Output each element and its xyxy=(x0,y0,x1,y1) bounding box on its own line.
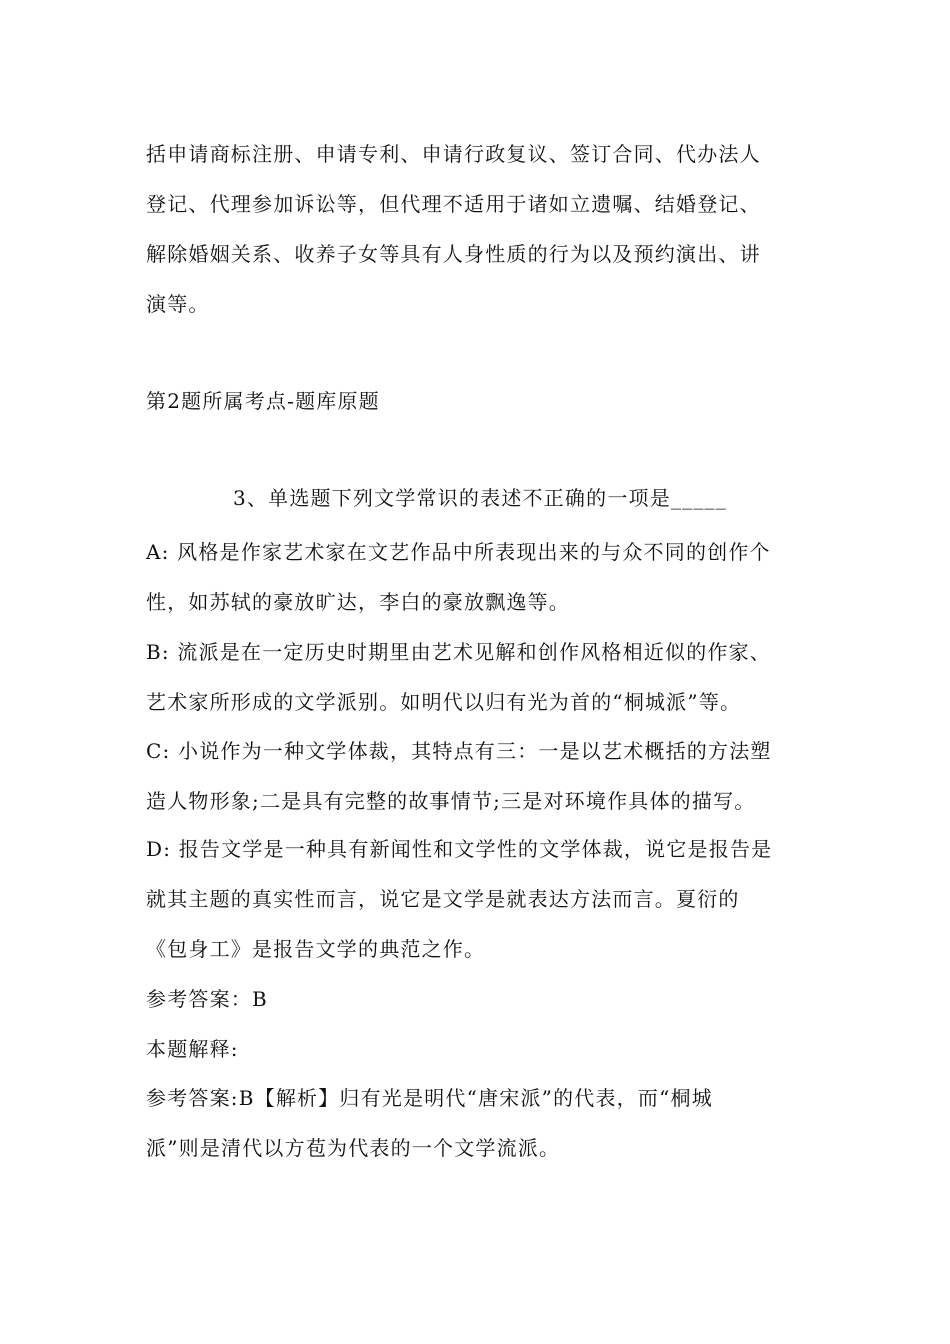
option-b-line-2: 艺术家所形成的文学派别。如明代以归有光为首的“桐城派”等。 xyxy=(146,690,742,714)
prev-explanation-line-3: 解除婚姻关系、收养子女等具有人身性质的行为以及预约演出、讲 xyxy=(146,242,761,266)
prev-explanation-line-1: 括申请商标注册、申请专利、申请行政复议、签订合同、代办法人 xyxy=(146,142,761,166)
option-c-line-1: C: 小说作为一种文学体裁，其特点有三：一是以艺术概括的方法塑 xyxy=(146,739,772,763)
option-d-line-2: 就其主题的真实性而言，说它是文学是就表达方法而言。夏衍的 xyxy=(146,887,740,911)
prev-explanation-line-4: 演等。 xyxy=(146,292,210,316)
question-title-line xyxy=(233,484,727,512)
answer-blank: _____ xyxy=(670,486,727,510)
explanation-line-2: 派”则是清代以方苞为代表的一个文学流派。 xyxy=(146,1136,561,1160)
explanation-heading: 本题解释: xyxy=(146,1037,239,1061)
reference-answer: 参考答案：B xyxy=(146,987,268,1011)
option-a-line-2: 性，如苏轼的豪放旷达，李白的豪放飘逸等。 xyxy=(146,590,570,614)
option-d-line-1: D: 报告文学是一种具有新闻性和文学性的文学体裁，说它是报告是 xyxy=(146,837,773,861)
option-d-line-3: 《包身工》是报告文学的典范之作。 xyxy=(146,937,486,961)
explanation-line-1: 参考答案:B【解析】归有光是明代“唐宋派”的代表，而“桐城 xyxy=(146,1086,713,1110)
question-title: 3、单选题下列文学常识的表述不正确的一项是 xyxy=(233,486,671,510)
option-a-line-1: A: 风格是作家艺术家在文艺作品中所表现出来的与众不同的创作个 xyxy=(146,540,771,564)
option-b-line-1: B: 流派是在一定历史时期里由艺术见解和创作风格相近似的作家、 xyxy=(146,640,771,664)
prev-explanation-line-2: 登记、代理参加诉讼等，但代理不适用于诸如立遗嘱、结婚登记、 xyxy=(146,192,761,216)
topic-note: 第2题所属考点-题库原题 xyxy=(146,389,380,413)
option-c-line-2: 造人物形象;二是具有完整的故事情节;三是对环境作具体的描写。 xyxy=(146,789,756,813)
